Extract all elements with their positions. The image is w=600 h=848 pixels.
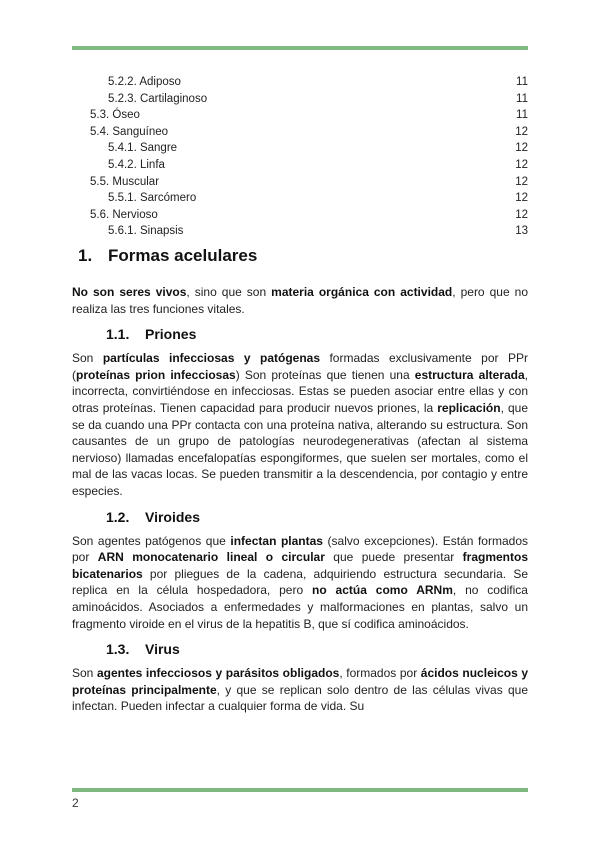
- bold-text: estructura alterada: [414, 367, 525, 382]
- toc-entry-label: 5.3. Óseo: [90, 109, 140, 122]
- toc-entry[interactable]: [72, 223, 528, 240]
- toc-entry-page: 12: [515, 208, 528, 221]
- table-of-contents: [72, 74, 528, 240]
- text-run: , incorrecta, convirtiéndose en infecciosas. Estas se pueden asociar entre ellas y con otras proteínas. Tienen capacidad para producir nuevos priones, la: [72, 367, 529, 415]
- toc-entry-page: 11: [516, 109, 528, 122]
- subsection-paragraph: [72, 533, 528, 633]
- subsection-heading: [106, 641, 528, 657]
- toc-entry[interactable]: [72, 140, 528, 157]
- toc-entry-label: 5.5. Muscular: [90, 175, 160, 188]
- toc-entry-label: 5.6. Nervioso: [90, 208, 158, 221]
- toc-entry[interactable]: [72, 91, 528, 108]
- subsection-number: 1.1.: [106, 326, 130, 343]
- text-run: ) Son proteínas que tienen una: [235, 367, 415, 382]
- toc-entry-label: 5.4.1. Sangre: [108, 142, 178, 155]
- footer-rule: [72, 788, 528, 792]
- text-run: Son: [72, 666, 97, 681]
- toc-entry-label: 5.5.1. Sarcómero: [108, 192, 197, 205]
- subsection-paragraph: [72, 665, 528, 715]
- section-title: Formas acelulares: [108, 246, 258, 265]
- bold-text: partículas infecciosas y patógenas: [102, 351, 320, 366]
- text-run: Son agentes patógenos que: [72, 533, 231, 548]
- section-intro-paragraph: [72, 284, 528, 317]
- subsection-title: Priones: [145, 326, 197, 343]
- bold-text: ARN monocatenario lineal o circular: [97, 550, 325, 565]
- toc-entry[interactable]: [72, 207, 528, 224]
- text-run: , formados por: [339, 666, 421, 681]
- subsection-heading: [106, 509, 528, 525]
- toc-entry[interactable]: [72, 107, 528, 124]
- toc-entry-page: 11: [516, 92, 528, 105]
- text-run: formadas exclusivamente por PPr (: [72, 351, 528, 382]
- subsection-paragraph: [72, 350, 528, 499]
- section-number: 1.: [78, 246, 93, 265]
- text-run: Son: [72, 351, 103, 366]
- text-run: , no codifica aminoácidos. Asociados a enfermedades y malformaciones en plantas, salvo un fragmento viroide en el virus de la hepatitis B, que sí codifica aminoácidos.: [72, 583, 528, 631]
- section-heading: [78, 246, 528, 266]
- bold-text: fragmentos bicatenarios: [72, 550, 529, 581]
- bold-text: no actúa como ARNm: [312, 583, 453, 598]
- toc-entry[interactable]: [72, 124, 528, 141]
- toc-entry-page: 11: [516, 76, 528, 88]
- bold-text: ácidos nucleicos y proteínas principalmente: [72, 666, 529, 697]
- toc-entry-label: 5.2.3. Cartilaginoso: [108, 92, 208, 105]
- toc-entry[interactable]: [72, 190, 528, 207]
- toc-entry-page: 13: [515, 225, 528, 238]
- toc-entry-label: 5.2.2. Adiposo: [108, 76, 181, 88]
- toc-entry-page: 12: [515, 142, 528, 155]
- toc-entry-page: 12: [515, 175, 528, 188]
- text-run: , y que se replican solo dentro de las células vivas que infectan. Pueden infectar a cualquier forma de vida. Su: [72, 682, 529, 714]
- bold-text: agentes infecciosos y parásitos obligados: [96, 666, 340, 681]
- text-run: , sino que son: [186, 285, 272, 299]
- toc-entry-page: 12: [515, 158, 528, 171]
- text-run: , pero que no realiza las tres funciones vitales.: [72, 285, 528, 316]
- subsection-number: 1.2.: [106, 508, 130, 525]
- subsection-title: Viroides: [145, 508, 200, 525]
- bold-text: replicación: [437, 400, 501, 415]
- toc-entry-label: 5.4. Sanguíneo: [90, 125, 169, 138]
- bold-text: proteínas prion infecciosas: [76, 367, 236, 382]
- subsection-title: Virus: [145, 641, 180, 658]
- toc-entry-label: 5.6.1. Sinapsis: [108, 225, 184, 238]
- toc-entry[interactable]: [72, 157, 528, 174]
- toc-entry-page: 12: [515, 192, 528, 205]
- toc-entry-label: 5.4.2. Linfa: [108, 158, 165, 171]
- toc-entry[interactable]: [72, 74, 528, 91]
- text-run: (salvo excepciones). Están formados por: [72, 533, 528, 565]
- main-content: [72, 246, 528, 724]
- text-run: , que se da cuando una PPr contacta con una proteína nativa, alterando su estructura. Son causantes de un grupo de patologías neurodegenerativas (afectan al sistema nervioso) llamadas encefalopatías espongiformes, que suelen ser mortales, como el mal de las vacas locas. Se pueden transmitir a la descendencia, por contagio y entre especies.: [72, 400, 528, 498]
- header-rule: [72, 46, 528, 50]
- toc-entry[interactable]: [72, 174, 528, 191]
- bold-text: No son seres vivos: [72, 285, 187, 299]
- text-run: que puede presentar: [324, 550, 463, 565]
- subsection-number: 1.3.: [106, 641, 130, 658]
- bold-text: infectan plantas: [230, 533, 323, 548]
- bold-text: materia orgánica con actividad: [271, 285, 453, 299]
- text-run: por pliegues de la cadena, adquiriendo estructura secundaria. Se replica en la célula hospedadora, pero: [72, 566, 528, 598]
- subsection-heading: [106, 326, 528, 342]
- page-number: 2: [72, 796, 79, 810]
- toc-entry-page: 12: [515, 125, 528, 138]
